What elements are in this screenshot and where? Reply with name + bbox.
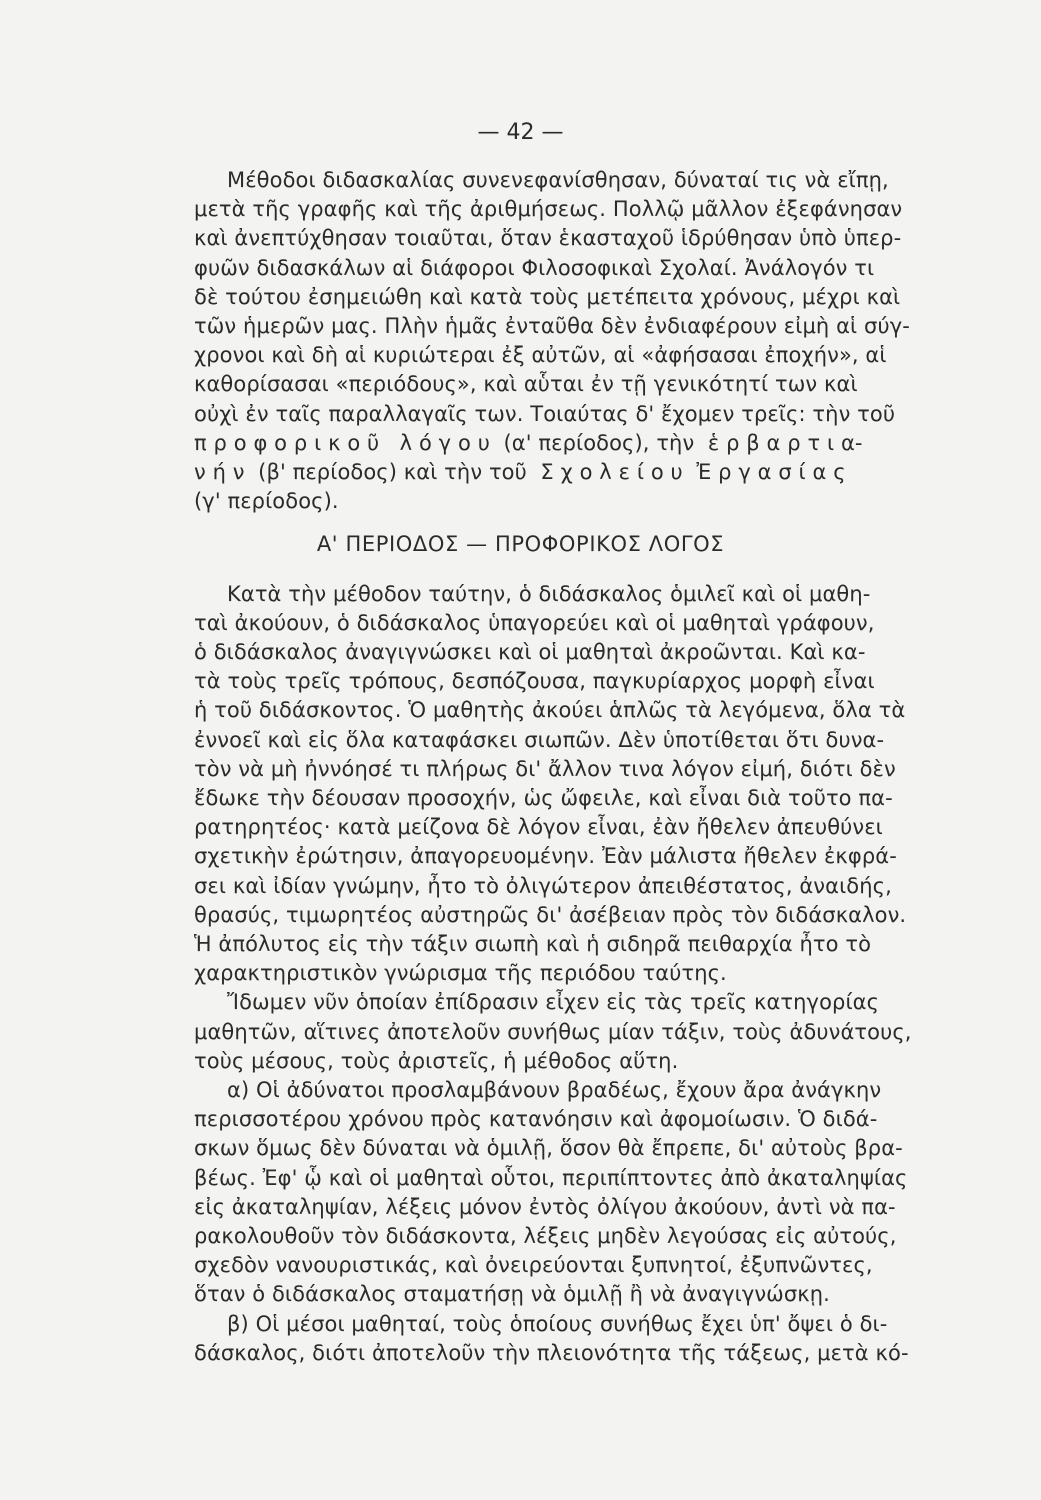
paragraph-line: ἔδωκε τὴν δέουσαν προσοχήν, ὡς ὤφειλε, καὶ εἶναι διὰ τοῦτο πα- — [194, 786, 893, 810]
paragraph-line: δὲ τούτου ἐσημειώθη καὶ κατὰ τοὺς μετέπειτα χρόνους, μέχρι καὶ — [194, 285, 901, 309]
paragraph-line: Κατὰ τὴν μέθοδον ταύτην, ὁ διδάσκαλος ὁμιλεῖ καὶ οἱ μαθη- — [227, 582, 871, 606]
paragraph-line: ρατηρητέος· κατὰ μείζονα δὲ λόγον εἶναι, ἐὰν ἤθελεν ἀπευθύνει — [194, 815, 883, 839]
paragraph-line: θρασύς, τιμωρητέος αὐστηρῶς δι' ἀσέβειαν πρὸς τὸν διδάσκαλον. — [194, 903, 907, 927]
paragraph-line: τὰ τοὺς τρεῖς τρόπους, δεσπόζουσα, παγκυρίαρχος μορφὴ εἶναι — [194, 669, 875, 693]
paragraph-line: σχεδὸν νανουριστικάς, καὶ ὀνειρεύονται ξυπνητοί, ἐξυπνῶντες, — [194, 1253, 873, 1277]
paragraph-line: καθορίσασαι «περιόδους», καὶ αὗται ἐν τῇ γενικότητί των καὶ — [194, 372, 858, 396]
paragraph-line: Ἡ ἀπόλυτος εἰς τὴν τάξιν σιωπὴ καὶ ἡ σιδηρᾶ πειθαρχία ἦτο τὸ — [194, 932, 872, 956]
paragraph-line: α) Οἱ ἀδύνατοι προσλαμβάνουν βραδέως, ἔχουν ἄρα ἀνάγκην — [227, 1078, 882, 1102]
paragraph-line: π ρ ο φ ο ρ ι κ ο ῦ λ ό γ ο υ (α' περίοδος), τὴν ἑ ρ β α ρ τ ι α- — [194, 431, 863, 455]
paragraph-line: Ἴδωμεν νῦν ὁποίαν ἐπίδρασιν εἶχεν εἰς τὰς τρεῖς κατηγορίας — [227, 990, 880, 1014]
paragraph-line: περισσοτέρου χρόνου πρὸς κατανόησιν καὶ ἀφομοίωσιν. Ὁ διδά- — [194, 1107, 878, 1131]
paragraph-line: σχετικὴν ἐρώτησιν, ἀπαγορευομένην. Ἐὰν μάλιστα ἤθελεν ἐκφρά- — [194, 844, 897, 868]
paragraph-line: χρονοι καὶ δὴ αἱ κυριώτεραι ἐξ αὐτῶν, αἱ «ἀφήσασαι ἐποχήν», αἱ — [194, 343, 887, 367]
paragraph-line: ἡ τοῦ διδάσκοντος. Ὁ μαθητὴς ἀκούει ἁπλῶς τὰ λεγόμενα, ὅλα τὰ — [194, 698, 906, 722]
paragraph-line: ταὶ ἀκούουν, ὁ διδάσκαλος ὑπαγορεύει καὶ οἱ μαθηταὶ γράφουν, — [194, 611, 875, 635]
paragraph-line: ὅταν ὁ διδάσκαλος σταματήσῃ νὰ ὁμιλῇ ἢ νὰ ἀναγιγνώσκῃ. — [194, 1282, 830, 1306]
paragraph-line: μετὰ τῆς γραφῆς καὶ τῆς ἀριθμήσεως. Πολλῷ μᾶλλον ἐξεφάνησαν — [194, 197, 903, 221]
paragraph-line: σει καὶ ἰδίαν γνώμην, ἦτο τὸ ὀλιγώτερον ἀπειθέστατος, ἀναιδής, — [194, 874, 892, 898]
paragraph-line: φυῶν διδασκάλων αἱ διάφοροι Φιλοσοφικαὶ Σχολαί. Ἀνάλογόν τι — [194, 256, 875, 280]
paragraph-line: εἰς ἀκαταληψίαν, λέξεις μόνον ἐντὸς ὀλίγου ἀκούουν, ἀντὶ νὰ πα- — [194, 1195, 896, 1219]
paragraph-line: καὶ ἀνεπτύχθησαν τοιαῦται, ὅταν ἑκασταχοῦ ἱδρύθησαν ὑπὸ ὑπερ- — [194, 226, 902, 250]
paragraph-line: οὐχὶ ἐν ταῖς παραλλαγαῖς των. Τοιαύτας δ' ἔχομεν τρεῖς: τὴν τοῦ — [194, 402, 896, 426]
paragraph-line: δάσκαλος, διότι ἀποτελοῦν τὴν πλειονότητα τῆς τάξεως, μετὰ κό- — [194, 1341, 909, 1365]
paragraph-line: β) Οἱ μέσοι μαθηταί, τοὺς ὁποίους συνήθως ἔχει ὑπ' ὄψει ὁ δι- — [227, 1312, 888, 1336]
paragraph-line: ὁ διδάσκαλος ἀναγιγνώσκει καὶ οἱ μαθηταὶ ἀκροῶνται. Καὶ κα- — [194, 640, 866, 664]
paragraph-line: Μέθοδοι διδασκαλίας συνενεφανίσθησαν, δύναταί τις νὰ εἴπῃ, — [227, 168, 889, 192]
paragraph-line: (γ' περίοδος). — [194, 489, 339, 513]
paragraph-line: τοὺς μέσους, τοὺς ἀριστεῖς, ἡ μέθοδος αὕτη. — [194, 1049, 679, 1073]
paragraph-line: βέως. Ἐφ' ᾧ καὶ οἱ μαθηταὶ οὗτοι, περιπίπτοντες ἀπὸ ἀκαταληψίας — [194, 1166, 908, 1190]
paragraph-line: τῶν ἡμερῶν μας. Πλὴν ἡμᾶς ἐνταῦθα δὲν ἐνδιαφέρουν εἰμὴ αἱ σύγ- — [194, 314, 910, 338]
paragraph-line: ρακολουθοῦν τὸν διδάσκοντα, λέξεις μηδὲν λεγούσας εἰς αὐτούς, — [194, 1224, 897, 1248]
section-heading: Α' ΠΕΡΙΟΔΟΣ — ΠΡΟΦΟΡΙΚΟΣ ΛΟΓΟΣ — [316, 532, 725, 556]
page-number: — 42 — — [477, 120, 564, 145]
paragraph-line: ν ή ν (β' περίοδος) καὶ τὴν τοῦ Σ χ ο λ ε ί ο υ Ἐ ρ γ α σ ί α ς — [194, 460, 846, 484]
paragraph-line: χαρακτηριστικὸν γνώρισμα τῆς περιόδου ταύτης. — [194, 961, 727, 985]
paragraph-line: τὸν νὰ μὴ ἠννόησέ τι πλήρως δι' ἄλλον τινα λόγον εἰμή, διότι δὲν — [194, 757, 896, 781]
paragraph-line: σκων ὅμως δὲν δύναται νὰ ὁμιλῇ, ὅσον θὰ ἔπρεπε, δι' αὐτοὺς βρα- — [194, 1136, 903, 1160]
paragraph-line: ἐννοεῖ καὶ εἰς ὅλα καταφάσκει σιωπῶν. Δὲν ὑποτίθεται ὅτι δυνα- — [194, 728, 885, 752]
paragraph-line: μαθητῶν, αἵτινες ἀποτελοῦν συνήθως μίαν τάξιν, τοὺς ἀδυνάτους, — [194, 1020, 912, 1044]
